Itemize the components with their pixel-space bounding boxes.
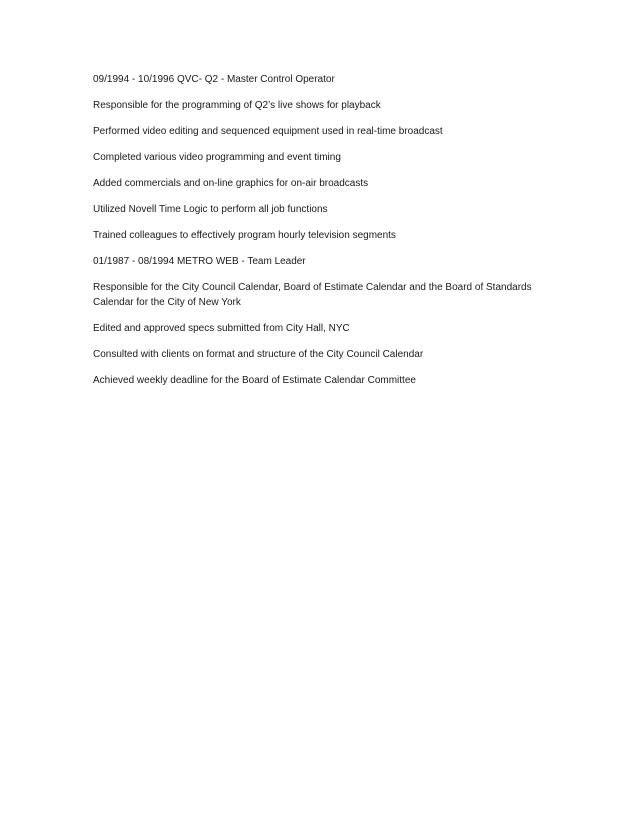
job-heading-metro-web: 01/1987 - 08/1994 METRO WEB - Team Leader bbox=[93, 256, 306, 267]
job-duty-line: Edited and approved specs submitted from City Hall, NYC bbox=[93, 323, 350, 334]
job-duty-line: Consulted with clients on format and structure of the City Council Calendar bbox=[93, 349, 424, 360]
job-duty-line: Added commercials and on-line graphics for on-air broadcasts bbox=[93, 178, 369, 189]
job-duty-line: Achieved weekly deadline for the Board of Estimate Calendar Committee bbox=[93, 375, 416, 386]
job-heading-qvc: 09/1994 - 10/1996 QVC- Q2 - Master Control Operator bbox=[93, 74, 335, 85]
job-duty-line: Completed various video programming and event timing bbox=[93, 152, 341, 163]
document-body bbox=[93, 72, 533, 399]
job-duty-line: Trained colleagues to effectively program hourly television segments bbox=[93, 230, 396, 241]
job-duty-line: Responsible for the City Council Calendar, Board of Estimate Calendar and the Board of Standards Calendar for the City of New York bbox=[93, 282, 532, 308]
job-duty-line: Performed video editing and sequenced equipment used in real-time broadcast bbox=[93, 126, 443, 137]
job-duty-line: Responsible for the programming of Q2’s live shows for playback bbox=[93, 100, 381, 111]
job-duty-line: Utilized Novell Time Logic to perform all job functions bbox=[93, 204, 328, 215]
